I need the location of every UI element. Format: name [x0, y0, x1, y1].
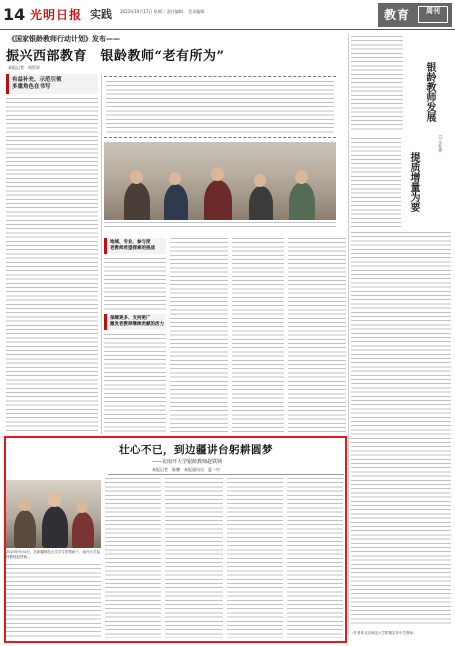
- lead-headline: 振兴西部教育 银龄教师“老有所为”: [6, 49, 225, 64]
- left-subhead: 有益补充、示范引领 多重角色在书写: [12, 77, 62, 90]
- feature-col-text-4: [227, 478, 283, 638]
- photo-figure: [72, 512, 94, 548]
- main-photo: [104, 142, 336, 220]
- lead-byline: 本报记者 周世祥: [8, 65, 40, 70]
- feature-photo: [6, 480, 101, 548]
- main-photo-caption: [104, 222, 336, 230]
- feature-col-text-2: [105, 478, 161, 638]
- rail-title-line2: 提质增量为要: [408, 152, 419, 212]
- col-text-4: [232, 238, 284, 432]
- feature-col-text-5: [287, 478, 343, 638]
- rail-title-line1: 银龄教师发展: [424, 62, 435, 122]
- rail-author: □ 马发华: [438, 134, 443, 153]
- photo-figure: [289, 182, 315, 220]
- middle-subhead-1: 地域、专业、参与度 老教师希望探索的挑战: [110, 240, 155, 251]
- feature-divider: [108, 474, 344, 475]
- issue-info: 2023年10月17日 星期二 责任编辑： 美术编辑：: [120, 9, 209, 14]
- feature-subtitle: ——访南开大学银龄教师赵铁锁: [152, 459, 223, 465]
- intro-text: [106, 81, 334, 135]
- photo-figure-head: [130, 170, 143, 184]
- photo-figure: [249, 186, 273, 220]
- col-text-5: [288, 238, 346, 432]
- photo-figure-head: [254, 174, 266, 187]
- feature-title: 壮心不已，到边疆讲台躬耕圆梦: [119, 444, 273, 456]
- feature-photo-caption: 2023年9月4日，在新疆师范大学学生的帮助下，南开大学退休教授赵铁锁...: [6, 550, 100, 559]
- column-rule: [348, 34, 349, 634]
- photo-figure-head: [295, 170, 308, 184]
- photo-figure: [42, 506, 68, 548]
- rail-footer-note: （作者系北京师范大学附属实验中学教师）: [350, 631, 417, 635]
- middle-col-text-1: [104, 258, 166, 310]
- photo-figure: [204, 180, 232, 220]
- channel-label: 教育: [384, 8, 411, 22]
- feature-col-text-1: [6, 564, 101, 638]
- photo-figure-head: [19, 498, 31, 511]
- newspaper-logo: 光明日报: [30, 8, 83, 22]
- col-text-3: [170, 238, 228, 432]
- photo-figure-head: [48, 493, 61, 507]
- section-name: 实践: [90, 8, 112, 21]
- weekly-badge: 周刊: [418, 6, 448, 23]
- masthead: [0, 0, 455, 30]
- photo-figure: [14, 510, 36, 548]
- middle-subhead-2: 保障更多、支持更广 激发老教师继续贡献的活力: [110, 316, 164, 327]
- feature-byline: 本报记者 陈鹏 本报通讯员 夏一中: [152, 467, 220, 472]
- left-column-text: [6, 98, 98, 432]
- intro-blurb: [104, 76, 336, 138]
- photo-figure: [164, 184, 188, 220]
- photo-figure-head: [76, 500, 88, 513]
- photo-figure-head: [169, 172, 181, 185]
- photo-figure-head: [211, 167, 224, 181]
- column-rule: [101, 74, 102, 434]
- rail-text-upper: [351, 138, 401, 228]
- rail-top-text: [351, 36, 403, 132]
- photo-figure: [124, 182, 150, 220]
- rail-text-lower: [351, 232, 451, 626]
- feature-col-text-3: [165, 478, 223, 638]
- middle-col-text-2: [104, 334, 166, 432]
- lead-kicker: 《国家银龄教师行动计划》发布——: [8, 35, 120, 43]
- page-number: 14: [3, 5, 26, 24]
